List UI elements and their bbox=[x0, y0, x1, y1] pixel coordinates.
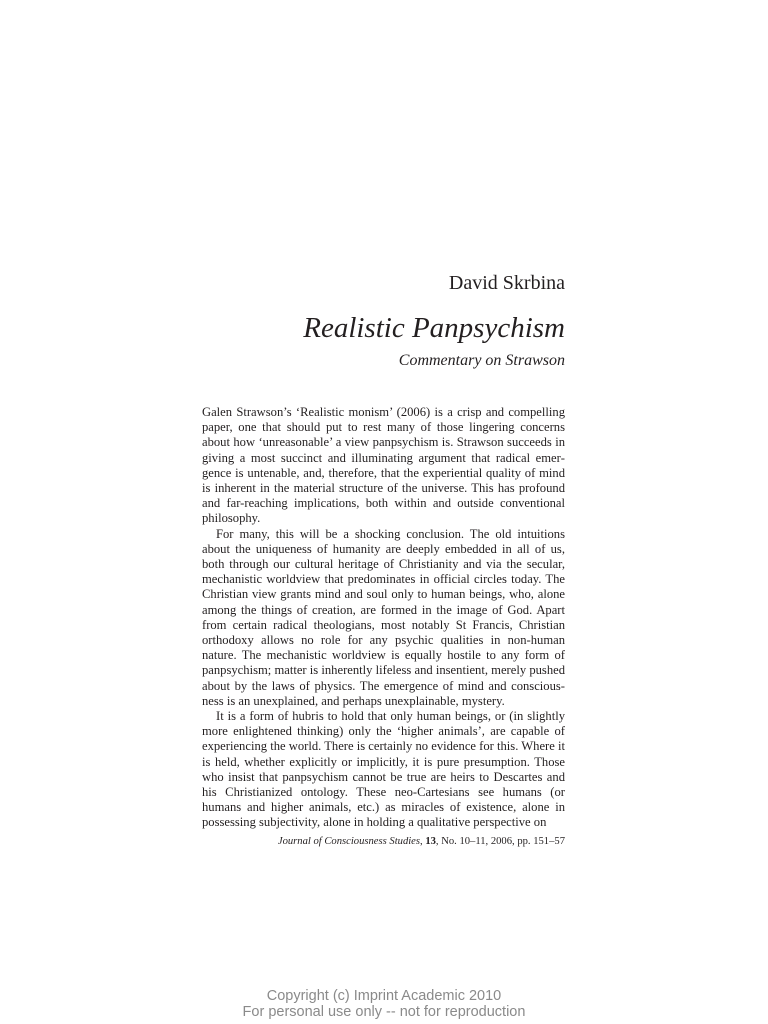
article-body bbox=[202, 405, 565, 831]
paragraph-3: It is a form of hubris to hold that only human beings, or (in slightly more enlightened thinking) only the ‘higher animals’, are capable of experiencing the world. There is certainly no evidence for this. Where it is held, whether explicitly or implicitly, it is pure presumption. Those who insist that panpsychism cannot be true are heirs to Descartes and his Christianized ontology. These neo-Cartesians see humans (or humans and higher animals, etc.) as miracles of existence, alone in possessing subjectivity, alone in holding a qualitative perspective on bbox=[202, 709, 565, 830]
paragraph-1: Galen Strawson’s ‘Realistic monism’ (2006) is a crisp and compelling paper, one that should put to rest many of those lingering concerns about how ‘unreasonable’ a view panpsychism is. Strawson succeeds in giving a most succinct and illuminating argument that radical emergence is untenable, and, therefore, that the experiential quality of mind is inherent in the material structure of the universe. This has profound and far-reaching implications, both within and outside conventional philosophy. bbox=[202, 405, 565, 526]
journal-volume: 13 bbox=[425, 836, 436, 847]
copyright-line: Copyright (c) Imprint Academic 2010 bbox=[266, 988, 502, 1004]
journal-citation: Journal of Consciousness Studies, 13, No. 10–11, 2006, pp. 151–57 bbox=[277, 836, 565, 847]
article-title: Realistic Panpsychism bbox=[303, 312, 565, 344]
author-name: David Skrbina bbox=[448, 272, 565, 294]
usage-restriction-line: For personal use only -- not for reproduction bbox=[242, 1004, 526, 1020]
article-subtitle: Commentary on Strawson bbox=[398, 352, 565, 369]
copyright-notice bbox=[0, 988, 768, 1020]
journal-name: Journal of Consciousness Studies bbox=[277, 836, 421, 847]
citation-details: , No. 10–11, 2006, pp. 151–57 bbox=[435, 836, 565, 847]
paragraph-2: For many, this will be a shocking conclusion. The old intuitions about the uniqueness of humanity are deeply embedded in all of us, both through our cultural heritage of Christianity and via the secular, mechanistic worldview that predominates in official circles today. The Christian view grants mind and soul only to human beings, who, alone among the things of creation, are formed in the image of God. Apart from certain radical theologians, most notably St Francis, Christian orthodoxy allows no role for any psychic qualities in non-human nature. The mechanistic worldview is equally hostile to any form of panpsychism; matter is inherently lifeless and insentient, merely pushed about by the laws of physics. The emergence of mind and consciousness is an unexplained, and perhaps unexplainable, mystery. bbox=[202, 526, 565, 708]
